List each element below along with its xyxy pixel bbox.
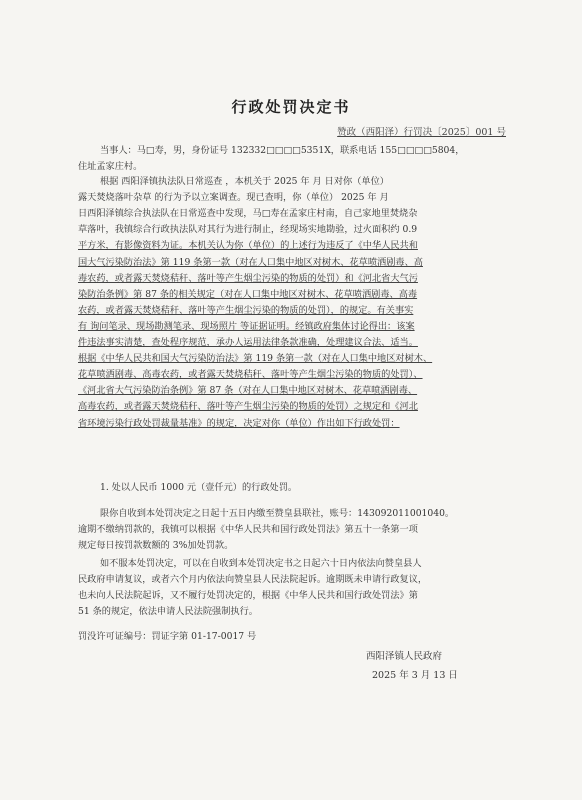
appeal-line: 也未向人民法院起诉，又不履行处罚决定的，根据《中华人民共和国行政处罚法》第 (78, 590, 418, 602)
basis-line: 日西阳泽镇综合执法队在日常巡查中发现，马□寿在孟家庄村南，自己家地里焚烧杂 (78, 208, 418, 220)
basis-line: 省环境污染行政处罚裁量基准》的规定，决定对你（单位）作出如下行政处罚： (78, 417, 400, 429)
issuing-organization: 西阳泽镇人民政府 (366, 651, 443, 662)
basis-line: 件违法事实清楚，查处程序规范，承办人运用法律条款准确，处理建议合法、适当。 (78, 337, 418, 348)
basis-line: 根据《中华人民共和国大气污染防治法》第 119 条第一款（对在人口集中地区对树木、 (78, 353, 433, 365)
document-title: 行政处罚决定书 (231, 98, 351, 116)
basis-line: 染防治条例》第 87 条的相关规定（对在人口集中地区对树木、花草喷洒剧毒、高毒 (78, 288, 418, 300)
basis-line: 平方米，有影像资料为证。本机关认为你（单位）的上述行为违反了《中华人民共和 (78, 240, 418, 252)
payment-line: 限你自收到本处罚决定之日起十五日内缴至赞皇县联社，账号：143092011001040。 (100, 508, 455, 519)
basis-line: 草落叶，我镇综合行政执法队对其行为进行制止，经现场实地勘验，过火面积约 0.9 (78, 224, 418, 236)
basis-line: 国大气污染防治法》第 119 条第一款（对在人口集中地区对树木、花草喷洒剧毒、高 (78, 256, 423, 268)
basis-line: 《河北省大气污染防治条例》第 87 条（对在人口集中地区对树木、花草喷洒剧毒、 (78, 385, 418, 397)
appeal-line: 民政府申请复议，或者六个月内依法向赞皇县人民法院起诉。逾期既未申请行政复议， (78, 574, 428, 586)
penalty-item: 1. 处以人民币 1000 元（壹仟元）的行政处罚。 (100, 482, 298, 493)
document-number: 赞政（西阳泽）行罚决〔2025〕001 号 (337, 127, 506, 138)
basis-line: 露天焚烧落叶杂草 的行为予以立案调查。现已查明，你（单位） 2025 年 月 (78, 192, 389, 204)
payment-line: 规定每日按罚款数额的 3%加处罚款。 (78, 540, 234, 552)
party-line-2: 住址孟家庄村。 (78, 161, 143, 172)
basis-line: 花草喷洒剧毒、高毒农药，或者露天焚烧秸秆、落叶等产生烟尘污染的物质的处罚）、 (78, 369, 423, 381)
appeal-line: 51 条的规定，依法申请人民法院强制执行。 (78, 606, 258, 618)
basis-line: 根据 西阳泽镇执法队日常巡查 ，本机关于 2025 年 月 日对你（单位） (100, 176, 389, 187)
basis-line: 毒农药，或者露天焚烧秸秆、落叶等产生烟尘污染的物质的处罚）和《河北省大气污 (78, 272, 418, 284)
basis-line: 高毒农药，或者露天焚烧秸秆、落叶等产生烟尘污染的物质的处罚）之规定和《河北 (78, 401, 418, 413)
payment-line: 逾期不缴纳罚款的，我镇可以根据《中华人民共和国行政处罚法》第五十一条第一项 (78, 524, 418, 536)
basis-line: 有 询问笔录、现场勘测笔录、现场照片 等证据证明。经镇政府集体讨论得出：该案 (78, 320, 415, 332)
appeal-line: 如不服本处罚决定，可以在自收到本处罚决定书之日起六十日内依法向赞皇县人 (100, 558, 422, 569)
issue-date: 2025 年 3 月 13 日 (372, 670, 458, 681)
basis-line: 农药，或者露天焚烧秸秆、落叶等产生烟尘污染的物质的处罚），的规定。有关事实 (78, 304, 414, 316)
party-line-1: 当事人：马□寿，男，身份证号 132332□□□□5351X，联系电话 155□□□□5804， (100, 145, 465, 156)
permit-number: 罚没许可证编号：罚证字第 01-17-0017 号 (78, 631, 257, 642)
